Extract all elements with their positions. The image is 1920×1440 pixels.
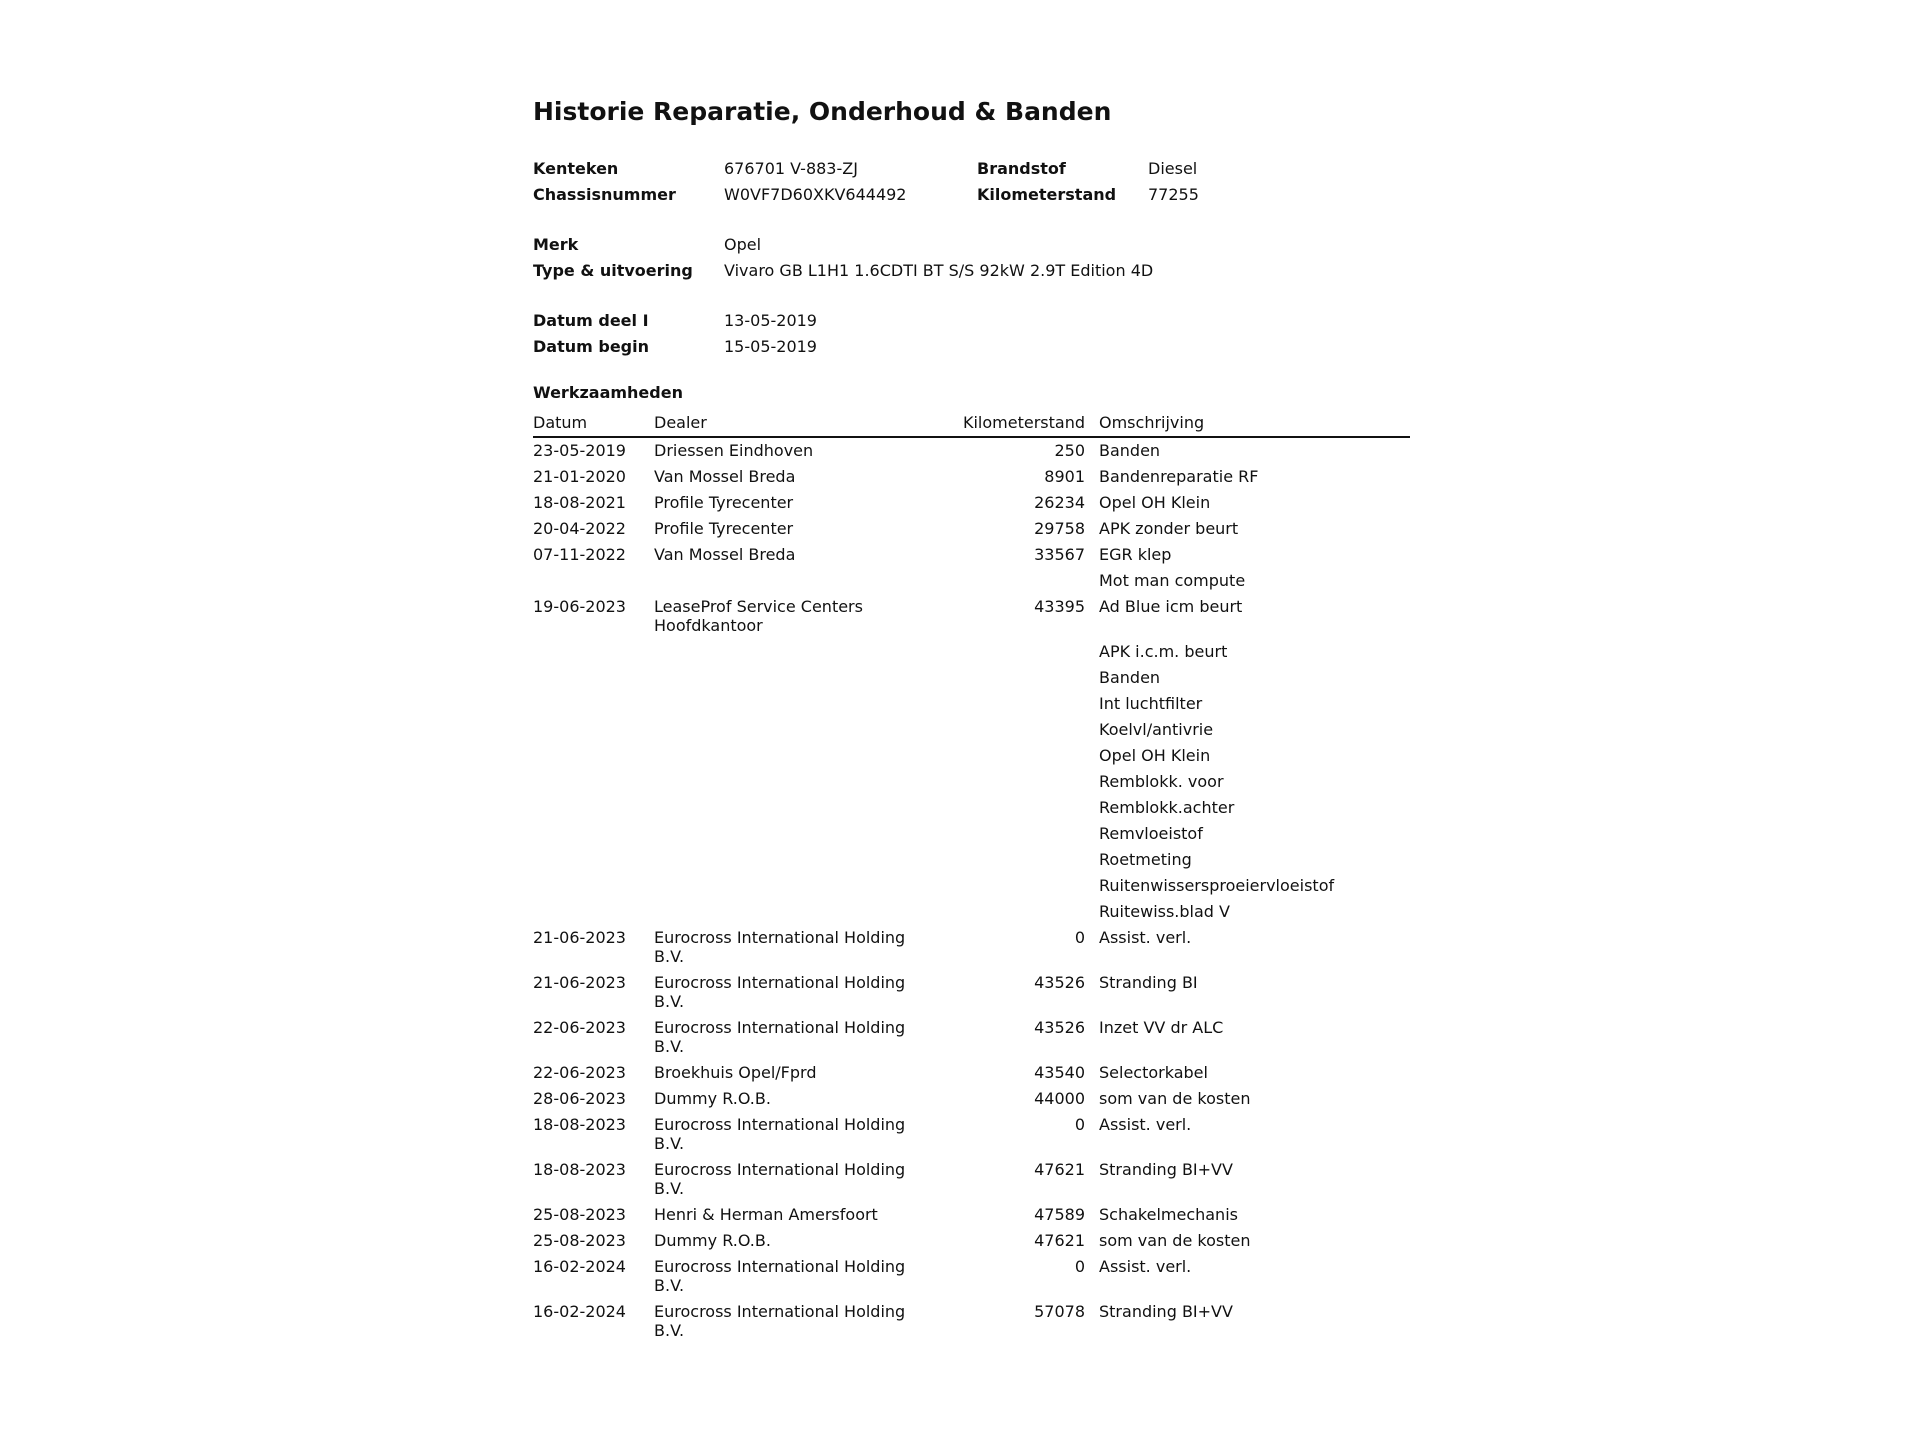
cell-datum: 25-08-2023	[533, 1231, 626, 1250]
cell-datum: 16-02-2024	[533, 1302, 626, 1321]
cell-omschrijving: Opel OH Klein	[1099, 493, 1211, 512]
table-header	[533, 410, 1410, 438]
table-row	[533, 438, 1410, 464]
datum-deel-label: Datum deel I	[533, 311, 649, 330]
info-row-datum-begin	[533, 334, 1410, 360]
table-row	[533, 594, 1410, 639]
cell-omschrijving: Ruitenwissersproeiervloeistof	[1099, 876, 1335, 895]
cell-dealer: Eurocross International Holding B.V.	[654, 1160, 906, 1198]
brandstof-label: Brandstof	[977, 159, 1066, 178]
cell-omschrijving: APK i.c.m. beurt	[1099, 642, 1228, 661]
info-row-type	[533, 258, 1410, 284]
table-row	[533, 1299, 1410, 1344]
cell-omschrijving: Assist. verl.	[1099, 928, 1192, 947]
cell-dealer: Van Mossel Breda	[654, 467, 796, 486]
cell-omschrijving: Remblokk. voor	[1099, 772, 1224, 791]
cell-dealer: Profile Tyrecenter	[654, 519, 794, 538]
table-row	[533, 1112, 1410, 1157]
cell-datum: 21-06-2023	[533, 928, 626, 947]
cell-kilometerstand: 43526	[1034, 1018, 1085, 1037]
datum-begin-value: 15-05-2019	[724, 337, 817, 356]
cell-dealer: Driessen Eindhoven	[654, 441, 814, 460]
table-row	[533, 795, 1410, 821]
cell-datum: 18-08-2023	[533, 1115, 626, 1134]
chassis-label: Chassisnummer	[533, 185, 676, 204]
cell-omschrijving: Remvloeistof	[1099, 824, 1203, 843]
vehicle-info-dates	[533, 308, 1410, 360]
cell-dealer: Profile Tyrecenter	[654, 493, 794, 512]
cell-datum: 19-06-2023	[533, 597, 626, 616]
cell-omschrijving: Bandenreparatie RF	[1099, 467, 1259, 486]
cell-datum: 23-05-2019	[533, 441, 626, 460]
cell-omschrijving: Banden	[1099, 668, 1161, 687]
page-title: Historie Reparatie, Onderhoud & Banden	[533, 97, 1112, 126]
table-row	[533, 925, 1410, 970]
cell-dealer: Broekhuis Opel/Fprd	[654, 1063, 817, 1082]
table-row	[533, 769, 1410, 795]
table-row	[533, 490, 1410, 516]
table-row	[533, 542, 1410, 568]
table-row	[533, 1060, 1410, 1086]
table-row	[533, 516, 1410, 542]
table-row	[533, 665, 1410, 691]
cell-kilometerstand: 26234	[1034, 493, 1085, 512]
cell-dealer: Dummy R.O.B.	[654, 1231, 771, 1250]
merk-label: Merk	[533, 235, 579, 254]
table-row	[533, 717, 1410, 743]
vehicle-info-top	[533, 156, 1410, 208]
table-row	[533, 1086, 1410, 1112]
cell-datum: 22-06-2023	[533, 1063, 626, 1082]
cell-kilometerstand: 0	[1074, 1257, 1085, 1276]
table-row	[533, 568, 1410, 594]
cell-omschrijving: Roetmeting	[1099, 850, 1192, 869]
cell-omschrijving: EGR klep	[1099, 545, 1172, 564]
vehicle-info-model	[533, 232, 1410, 284]
table-body	[533, 438, 1410, 1344]
cell-kilometerstand: 0	[1074, 928, 1085, 947]
datum-deel-value: 13-05-2019	[724, 311, 817, 330]
cell-omschrijving: Stranding BI+VV	[1099, 1302, 1233, 1321]
table-row	[533, 873, 1410, 899]
cell-omschrijving: Stranding BI+VV	[1099, 1160, 1233, 1179]
datum-begin-label: Datum begin	[533, 337, 649, 356]
merk-value: Opel	[724, 235, 762, 254]
chassis-value: W0VF7D60XKV644492	[724, 185, 907, 204]
cell-omschrijving: Remblokk.achter	[1099, 798, 1235, 817]
cell-omschrijving: Opel OH Klein	[1099, 746, 1211, 765]
table-row	[533, 1254, 1410, 1299]
cell-omschrijving: Koelvl/antivrie	[1099, 720, 1214, 739]
table-row	[533, 1015, 1410, 1060]
table-row	[533, 464, 1410, 490]
cell-kilometerstand: 57078	[1034, 1302, 1085, 1321]
cell-omschrijving: Stranding BI	[1099, 973, 1198, 992]
cell-kilometerstand: 47589	[1034, 1205, 1085, 1224]
info-row-datum-deel	[533, 308, 1410, 334]
cell-omschrijving: Banden	[1099, 441, 1161, 460]
cell-kilometerstand: 43526	[1034, 973, 1085, 992]
cell-dealer: Eurocross International Holding B.V.	[654, 928, 906, 966]
table-row	[533, 1202, 1410, 1228]
cell-kilometerstand: 43540	[1034, 1063, 1085, 1082]
type-value: Vivaro GB L1H1 1.6CDTI BT S/S 92kW 2.9T Edition 4D	[724, 261, 1154, 280]
werkzaamheden-title: Werkzaamheden	[533, 383, 683, 402]
cell-datum: 18-08-2021	[533, 493, 626, 512]
table-row	[533, 691, 1410, 717]
cell-kilometerstand: 44000	[1034, 1089, 1085, 1108]
info-row-kenteken	[533, 156, 1410, 182]
column-header-kilometerstand: Kilometerstand	[962, 413, 1085, 432]
cell-omschrijving: som van de kosten	[1099, 1089, 1251, 1108]
cell-dealer: Eurocross International Holding B.V.	[654, 1115, 906, 1153]
cell-kilometerstand: 0	[1074, 1115, 1085, 1134]
table-row	[533, 639, 1410, 665]
info-row-merk	[533, 232, 1410, 258]
info-row-chassis	[533, 182, 1410, 208]
kenteken-label: Kenteken	[533, 159, 619, 178]
cell-dealer: Eurocross International Holding B.V.	[654, 1018, 906, 1056]
cell-dealer: Eurocross International Holding B.V.	[654, 973, 906, 1011]
cell-omschrijving: Inzet VV dr ALC	[1099, 1018, 1224, 1037]
cell-omschrijving: Selectorkabel	[1099, 1063, 1208, 1082]
cell-kilometerstand: 33567	[1034, 545, 1085, 564]
cell-datum: 28-06-2023	[533, 1089, 626, 1108]
brandstof-value: Diesel	[1148, 159, 1198, 178]
table-row	[533, 1228, 1410, 1254]
cell-datum: 20-04-2022	[533, 519, 626, 538]
cell-kilometerstand: 8901	[1044, 467, 1085, 486]
cell-omschrijving: Assist. verl.	[1099, 1115, 1192, 1134]
column-header-dealer: Dealer	[654, 413, 707, 432]
cell-dealer: Henri & Herman Amersfoort	[654, 1205, 878, 1224]
cell-datum: 07-11-2022	[533, 545, 626, 564]
cell-omschrijving: Schakelmechanis	[1099, 1205, 1238, 1224]
table-row	[533, 970, 1410, 1015]
cell-dealer: LeaseProf Service Centers Hoofdkantoor	[654, 597, 863, 635]
cell-omschrijving: Ad Blue icm beurt	[1099, 597, 1243, 616]
cell-datum: 18-08-2023	[533, 1160, 626, 1179]
cell-omschrijving: Int luchtfilter	[1099, 694, 1203, 713]
column-header-omschrijving: Omschrijving	[1099, 413, 1205, 432]
cell-dealer: Eurocross International Holding B.V.	[654, 1302, 906, 1340]
table-row	[533, 821, 1410, 847]
cell-omschrijving: som van de kosten	[1099, 1231, 1251, 1250]
table-row	[533, 743, 1410, 769]
column-header-datum: Datum	[533, 413, 588, 432]
cell-datum: 16-02-2024	[533, 1257, 626, 1276]
cell-omschrijving: APK zonder beurt	[1099, 519, 1239, 538]
cell-kilometerstand: 29758	[1034, 519, 1085, 538]
cell-omschrijving: Ruitewiss.blad V	[1099, 902, 1230, 921]
cell-omschrijving: Assist. verl.	[1099, 1257, 1192, 1276]
cell-omschrijving: Mot man compute	[1099, 571, 1246, 590]
kilometerstand-value: 77255	[1148, 185, 1199, 204]
cell-kilometerstand: 47621	[1034, 1160, 1085, 1179]
cell-kilometerstand: 47621	[1034, 1231, 1085, 1250]
cell-datum: 21-06-2023	[533, 973, 626, 992]
cell-kilometerstand: 43395	[1034, 597, 1085, 616]
table-row	[533, 847, 1410, 873]
cell-kilometerstand: 250	[1054, 441, 1085, 460]
type-label: Type & uitvoering	[533, 261, 693, 280]
table-row	[533, 899, 1410, 925]
table-row	[533, 1157, 1410, 1202]
cell-datum: 22-06-2023	[533, 1018, 626, 1037]
cell-datum: 25-08-2023	[533, 1205, 626, 1224]
cell-dealer: Dummy R.O.B.	[654, 1089, 771, 1108]
cell-dealer: Van Mossel Breda	[654, 545, 796, 564]
kenteken-value: 676701 V-883-ZJ	[724, 159, 858, 178]
cell-datum: 21-01-2020	[533, 467, 626, 486]
cell-dealer: Eurocross International Holding B.V.	[654, 1257, 906, 1295]
kilometerstand-label: Kilometerstand	[977, 185, 1117, 204]
